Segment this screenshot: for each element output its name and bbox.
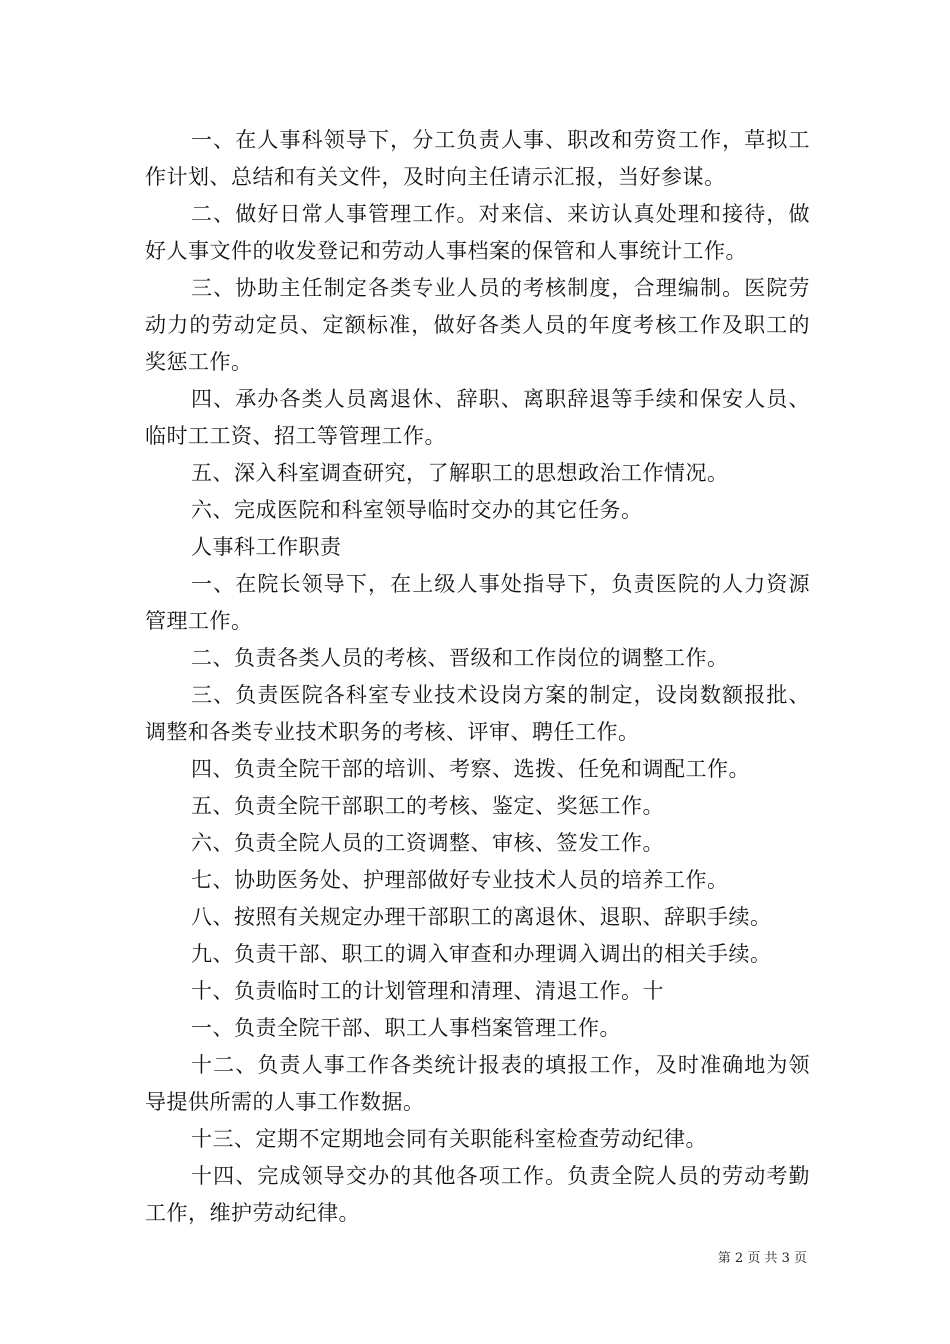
paragraph-17: 十、负责临时工的计划管理和清理、清退工作。十 bbox=[191, 979, 664, 1003]
paragraph-11: 四、负责全院干部的培训、考察、选拨、任免和调配工作。 bbox=[191, 757, 750, 781]
paragraph-18: 一、负责全院干部、职工人事档案管理工作。 bbox=[191, 1016, 621, 1040]
paragraph-14: 七、协助医务处、护理部做好专业技术人员的培养工作。 bbox=[191, 868, 729, 892]
paragraph-19: 十二、负责人事工作各类统计报表的填报工作，及时准确地为领导提供所需的人事工作数据。 bbox=[145, 1053, 810, 1114]
paragraph-8: 一、在院长领导下，在上级人事处指导下，负责医院的人力资源管理工作。 bbox=[145, 572, 810, 633]
paragraph-2: 二、做好日常人事管理工作。对来信、来访认真处理和接待，做好人事文件的收发登记和劳动人事档案的保管和人事统计工作。 bbox=[145, 202, 810, 263]
paragraph-15: 八、按照有关规定办理干部职工的离退休、退职、辞职手续。 bbox=[191, 905, 772, 929]
paragraph-1: 一、在人事科领导下，分工负责人事、职改和劳资工作，草拟工作计划、总结和有关文件，及时向主任请示汇报，当好参谋。 bbox=[145, 128, 810, 189]
paragraph-16: 九、负责干部、职工的调入审查和办理调入调出的相关手续。 bbox=[191, 942, 772, 966]
paragraph-12: 五、负责全院干部职工的考核、鉴定、奖惩工作。 bbox=[191, 794, 664, 818]
paragraph-9: 二、负责各类人员的考核、晋级和工作岗位的调整工作。 bbox=[191, 646, 729, 670]
paragraph-6: 六、完成医院和科室领导临时交办的其它任务。 bbox=[191, 498, 643, 522]
section-heading: 人事科工作职责 bbox=[191, 535, 342, 559]
paragraph-21: 十四、完成领导交办的其他各项工作。负责全院人员的劳动考勤工作，维护劳动纪律。 bbox=[145, 1164, 810, 1225]
paragraph-3: 三、协助主任制定各类专业人员的考核制度，合理编制。医院劳动力的劳动定员、定额标准，做好各类人员的年度考核工作及职工的奖惩工作。 bbox=[145, 276, 810, 374]
document-body bbox=[145, 122, 810, 1232]
paragraph-10: 三、负责医院各科室专业技术设岗方案的制定，设岗数额报批、调整和各类专业技术职务的考核、评审、聘任工作。 bbox=[145, 683, 810, 744]
paragraph-13: 六、负责全院人员的工资调整、审核、签发工作。 bbox=[191, 831, 664, 855]
page-number: 第 2 页 共 3 页 bbox=[717, 1251, 807, 1266]
paragraph-4: 四、承办各类人员离退休、辞职、离职辞退等手续和保安人员、临时工工资、招工等管理工作。 bbox=[145, 387, 810, 448]
paragraph-5: 五、深入科室调查研究，了解职工的思想政治工作情况。 bbox=[191, 461, 729, 485]
paragraph-20: 十三、定期不定期地会同有关职能科室检查劳动纪律。 bbox=[191, 1127, 707, 1151]
